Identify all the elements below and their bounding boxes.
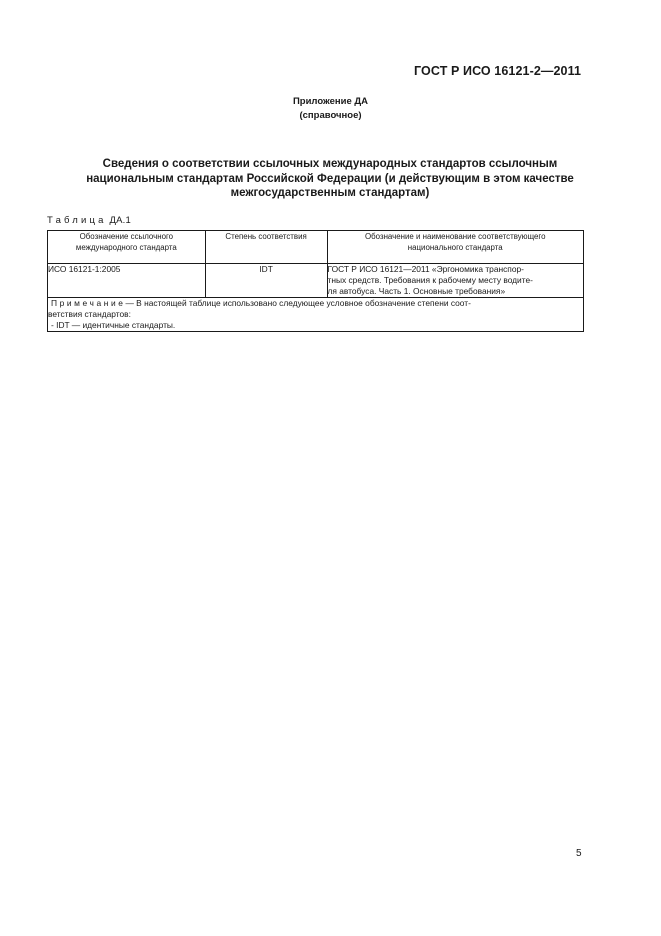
header-international-standard [48,231,206,264]
table-note-row [48,298,584,332]
document-code: ГОСТ Р ИСО 16121-2—2011 [414,64,581,78]
cell-national-standard [327,264,584,298]
cell-standard: ИСО 16121-1:2005 [48,264,206,298]
header-line: Обозначение ссылочного [79,232,174,241]
note-line: — В настоящей таблице использовано следующее условное обозначение степени соот- [125,298,471,308]
header-line: национального стандарта [407,243,503,252]
table-caption-id: ДА.1 [109,215,131,226]
note-line: ветствия стандартов: [48,309,131,319]
table-caption [47,215,131,226]
correspondence-table [47,230,584,332]
section-title-line: национальным стандартам Российской Федерации (и действующим в этом качестве [86,172,574,185]
header-line: Степень соответствия [225,232,307,241]
table-header-row [48,231,584,264]
cell-line: ГОСТ Р ИСО 16121—2011 «Эргономика транспор- [327,264,524,274]
section-title-line: межгосударственным стандартам) [230,187,430,199]
section-title [60,157,600,201]
header-degree [205,231,327,264]
cell-degree: IDT [205,264,327,298]
note-line: - IDT — идентичные стандарты. [51,320,176,330]
appendix-heading [0,95,661,123]
header-national-standard [327,231,584,264]
table-note [48,298,584,332]
note-label: Примечание [51,298,126,308]
cell-line: тных средств. Требования к рабочему месту водите- [327,275,533,285]
page-number: 5 [576,848,582,859]
cell-line: ля автобуса. Часть 1. Основные требования» [327,286,506,296]
appendix-subtitle: (справочное) [299,110,362,121]
header-line: международного стандарта [75,243,177,252]
header-line: Обозначение и наименование соответствующего [365,232,546,241]
appendix-title: Приложение ДА [292,96,369,107]
table-row [48,264,584,298]
table-caption-prefix: Таблица [47,215,107,226]
section-title-line: Сведения о соответствии ссылочных международных стандартов ссылочным [102,158,558,170]
